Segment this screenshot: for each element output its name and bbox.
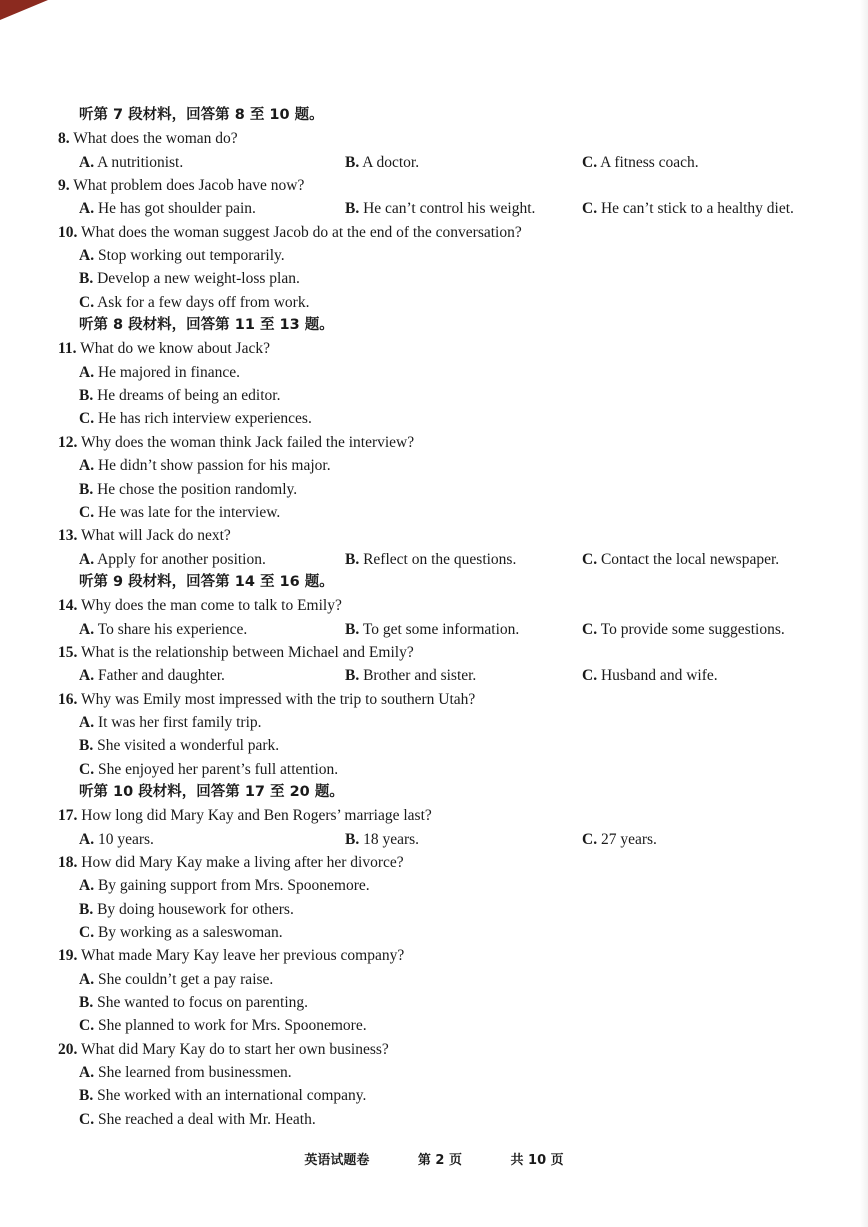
option-a [79, 664, 225, 687]
option-text: It was her first family trip. [97, 713, 262, 731]
option-b [58, 1084, 848, 1107]
option-label: C. [582, 667, 598, 685]
question-number: 17. [58, 807, 78, 825]
question-text: How did Mary Kay make a living after her divorce? [81, 854, 404, 871]
option-text: He was late for the interview. [97, 503, 281, 521]
option-a [79, 548, 266, 571]
options-13 [58, 548, 848, 571]
option-text: She reached a deal with Mr. Heath. [97, 1110, 316, 1128]
option-text: Brother and sister. [363, 667, 477, 685]
section-heading-7: 听第 7 段材料，回答第 8 至 10 题。 [79, 107, 324, 123]
option-text: By gaining support from Mrs. Spoonemore. [97, 877, 370, 895]
option-a [79, 618, 247, 641]
option-label: B. [79, 270, 94, 288]
option-label: C. [582, 200, 598, 218]
option-a [58, 968, 848, 991]
option-label: B. [345, 153, 360, 171]
option-b [58, 734, 848, 757]
option-label: B. [79, 900, 94, 918]
option-text: By working as a saleswoman. [97, 924, 283, 942]
option-a [58, 454, 848, 477]
option-label: B. [79, 1087, 94, 1105]
option-b [58, 384, 848, 407]
option-text: A doctor. [362, 153, 420, 171]
option-c [582, 618, 785, 641]
question-number: 9. [58, 177, 70, 195]
option-text: To share his experience. [97, 620, 248, 638]
question-11 [58, 337, 848, 360]
question-number: 14. [58, 597, 78, 615]
option-label: C. [79, 503, 95, 521]
question-number: 15. [58, 643, 78, 661]
option-b [345, 664, 476, 687]
option-text: He has got shoulder pain. [97, 200, 256, 218]
question-text: How long did Mary Kay and Ben Rogers’ marriage last? [81, 807, 432, 825]
option-label: B. [79, 737, 94, 755]
question-text: What problem does Jacob have now? [73, 177, 305, 195]
option-c [58, 501, 848, 524]
option-a [79, 828, 154, 851]
option-label: A. [79, 713, 95, 731]
option-b [345, 197, 535, 220]
question-text: Why does the man come to talk to Emily? [80, 597, 342, 615]
option-text: She worked with an international company. [97, 1087, 367, 1105]
question-15 [58, 641, 848, 664]
options-9 [58, 197, 848, 220]
option-c [58, 921, 848, 944]
option-text: 10 years. [97, 830, 154, 848]
option-text: 18 years. [363, 830, 420, 848]
section-heading-9: 听第 9 段材料，回答第 14 至 16 题。 [79, 573, 334, 590]
option-label: A. [79, 667, 95, 685]
question-number: 12. [58, 433, 78, 451]
exam-content [58, 104, 848, 1131]
option-label: A. [79, 1064, 95, 1082]
option-text: 27 years. [600, 830, 657, 848]
option-c [582, 828, 657, 851]
option-label: C. [79, 293, 95, 311]
option-label: B. [345, 200, 360, 218]
section-heading-10: 听第 10 段材料，回答第 17 至 20 题。 [79, 783, 344, 800]
options-8 [58, 151, 848, 174]
option-text: He can’t control his weight. [363, 200, 536, 218]
option-text: Reflect on the questions. [363, 550, 517, 568]
option-a [58, 244, 848, 267]
option-text: Stop working out temporarily. [97, 247, 285, 265]
option-text: She enjoyed her parent’s full attention. [97, 760, 339, 778]
option-text: A fitness coach. [600, 153, 699, 171]
option-a [58, 711, 848, 734]
option-b [58, 478, 848, 501]
question-13 [58, 524, 848, 547]
option-label: B. [345, 550, 360, 568]
option-a [58, 1061, 848, 1084]
question-number: 13. [58, 527, 78, 545]
option-c [582, 664, 718, 687]
option-text: He chose the position randomly. [97, 480, 298, 498]
option-text: Father and daughter. [97, 667, 225, 685]
options-15 [58, 664, 848, 687]
option-b [58, 267, 848, 290]
question-12 [58, 431, 848, 454]
option-label: B. [79, 480, 94, 498]
option-text: She wanted to focus on parenting. [97, 994, 309, 1012]
option-label: A. [79, 970, 95, 988]
option-b [58, 898, 848, 921]
option-label: C. [79, 410, 95, 428]
option-label: A. [79, 200, 95, 218]
question-20 [58, 1038, 848, 1061]
question-8 [58, 127, 848, 150]
footer-total-pages: 共 10 页 [510, 1153, 564, 1168]
option-label: B. [79, 387, 94, 405]
option-label: C. [582, 830, 598, 848]
option-a [79, 151, 183, 174]
question-text: Why does the woman think Jack failed the interview? [80, 433, 415, 451]
option-text: He didn’t show passion for his major. [97, 457, 331, 475]
option-text: He has rich interview experiences. [97, 410, 312, 428]
option-text: To get some information. [362, 620, 520, 638]
question-number: 10. [58, 223, 78, 241]
option-label: A. [79, 620, 95, 638]
option-text: A nutritionist. [97, 153, 184, 171]
option-c [582, 197, 794, 220]
option-b [345, 151, 419, 174]
option-label: C. [582, 153, 598, 171]
option-label: C. [582, 550, 598, 568]
option-label: B. [345, 667, 360, 685]
option-text: He can’t stick to a healthy diet. [600, 200, 794, 218]
option-label: A. [79, 363, 95, 381]
option-b [345, 618, 519, 641]
footer-page-number: 第 2 页 [417, 1153, 462, 1168]
footer-title: 英语试题卷 [304, 1153, 370, 1168]
option-label: C. [79, 760, 95, 778]
option-text: She planned to work for Mrs. Spoonemore. [97, 1017, 367, 1035]
page-footer [0, 1149, 868, 1168]
option-text: By doing housework for others. [97, 900, 294, 918]
option-label: A. [79, 877, 95, 895]
question-19 [58, 944, 848, 967]
option-label: C. [79, 924, 95, 942]
question-17 [58, 804, 848, 827]
option-c [582, 548, 779, 571]
option-text: To provide some suggestions. [600, 620, 785, 638]
question-text: What made Mary Kay leave her previous company? [80, 947, 405, 965]
question-18 [58, 851, 848, 874]
option-text: Ask for a few days off from work. [97, 293, 310, 311]
option-label: C. [79, 1110, 95, 1128]
option-c [58, 758, 848, 781]
option-c [58, 1108, 848, 1131]
option-a [79, 197, 256, 220]
option-b [345, 548, 516, 571]
question-number: 8. [58, 130, 70, 148]
option-label: A. [79, 153, 95, 171]
question-9 [58, 174, 848, 197]
option-text: Apply for another position. [97, 550, 266, 568]
options-17 [58, 828, 848, 851]
option-label: A. [79, 550, 95, 568]
option-label: A. [79, 247, 95, 265]
option-b [345, 828, 419, 851]
option-text: He majored in finance. [97, 363, 240, 381]
corner-mark [0, 0, 48, 20]
question-number: 19. [58, 947, 78, 965]
option-c [58, 1014, 848, 1037]
section-heading-8: 听第 8 段材料，回答第 11 至 13 题。 [79, 317, 334, 334]
question-text: What do we know about Jack? [80, 340, 270, 358]
question-number: 18. [58, 854, 78, 871]
question-text: Why was Emily most impressed with the trip to southern Utah? [80, 690, 476, 708]
question-text: What did Mary Kay do to start her own business? [80, 1040, 389, 1058]
option-c [582, 151, 699, 174]
option-c [58, 407, 848, 430]
question-10 [58, 221, 848, 244]
option-text: Husband and wife. [600, 667, 718, 685]
question-text: What does the woman do? [73, 130, 238, 148]
option-label: B. [345, 830, 360, 848]
question-text: What does the woman suggest Jacob do at the end of the conversation? [80, 223, 522, 241]
question-14 [58, 594, 848, 617]
question-text: What is the relationship between Michael and Emily? [80, 643, 414, 661]
option-text: Develop a new weight-loss plan. [97, 270, 300, 288]
question-16 [58, 688, 848, 711]
option-label: B. [79, 994, 94, 1012]
option-label: B. [345, 620, 360, 638]
option-b [58, 991, 848, 1014]
option-label: A. [79, 830, 95, 848]
option-text: Contact the local newspaper. [600, 550, 780, 568]
option-label: A. [79, 457, 95, 475]
option-label: C. [582, 620, 598, 638]
options-14 [58, 618, 848, 641]
option-label: C. [79, 1017, 95, 1035]
question-text: What will Jack do next? [80, 527, 231, 545]
scan-edge-shadow [860, 0, 868, 1227]
option-text: She couldn’t get a pay raise. [97, 970, 274, 988]
option-c [58, 291, 848, 314]
question-number: 16. [58, 690, 78, 708]
option-a [58, 361, 848, 384]
option-text: He dreams of being an editor. [97, 387, 281, 405]
question-number: 20. [58, 1040, 78, 1058]
option-a [58, 874, 848, 897]
option-text: She learned from businessmen. [97, 1064, 292, 1082]
option-text: She visited a wonderful park. [97, 737, 280, 755]
question-number: 11. [58, 340, 77, 358]
